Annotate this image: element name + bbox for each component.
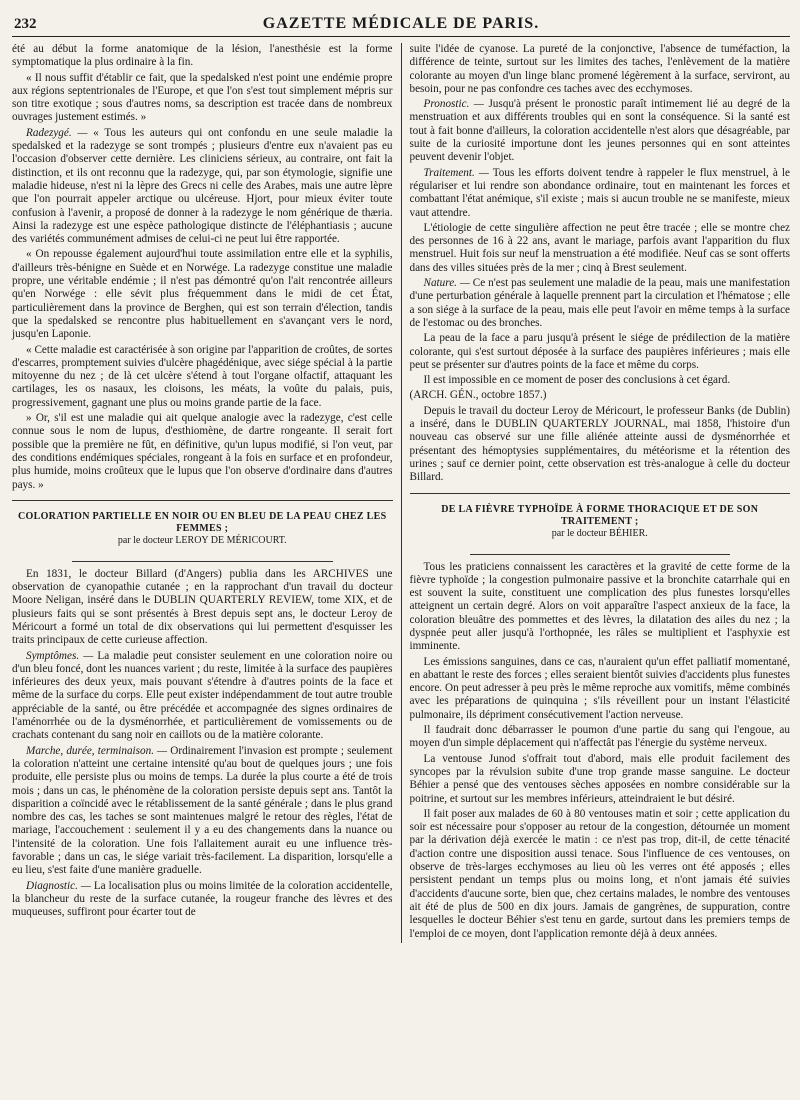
subheading-nature: Nature. — [423, 277, 470, 290]
paragraph-text: La maladie peut consister seulement en une coloration noire ou d'un bleu foncé, dont les nuances varient ; du reste, limitée à la surface des paupières inférieures des deux yeux, mais pouvant s'étendre à d'autres points de la face et même de la surface du corps. Elle peut exister indépendamment de tout autre trouble appréciable de la santé, ou être précédée et accompagnée des signes ordinaires de l'aménorrhée ou de la dysménorrhée, et particulièrement de vomissements ou de crachats contenant du sang noir en caillots ou de la matière colorante. [12, 649, 393, 742]
paragraph [12, 650, 393, 743]
paragraph: Tous les praticiens connaissent les caractères et la gravité de cette forme de la fièvre typhoïde ; la congestion pulmonaire passive et la bronchite catarrhale qui en est souvent la suite, constituent une complication des plus funestes lorsqu'elles atteignent un certain degré. Alors on voit apparaître l'aspect anxieux de la face, la coloration bleuâtre des pommettes et des lèvres, la dilatation des ailes du nez ; la dyspnée peut aller jusqu'à l'orthopnée, les râles se multiplient et l'asphyxie est imminente. [409, 560, 790, 653]
article-byline: par le docteur LEROY DE MÉRICOURT. [117, 534, 287, 546]
paragraph-text: Ce n'est pas seulement une maladie de la peau, mais une manifestation d'une perturbation générale à laquelle prennent part la circulation et l'hématose ; elle a son siége à la surface de la peau, mais elle peut l'avoir en même temps à la surface de l'estomac ou des bronches. [409, 277, 791, 329]
paragraph: suite l'idée de cyanose. La pureté de la conjonctive, l'absence de tuméfaction, la différence de teinte, surtout sur les limites des taches, l'enlèvement de la matière colorante au moyen d'un linge blanc promené légèrement à la surface, serviront, au besoin, pour ne pas confondre ces taches avec des ecchymoses. [409, 43, 790, 95]
paragraph: La ventouse Junod s'offrait tout d'abord, mais elle produit facilement des syncopes par la révulsion subite d'une trop grande masse sanguine. Le docteur Béhier a pensé que des ventouses sèches apposées en nombre considérable sur la poitrine, et surtout sur les membres inférieurs, atteindraient le but désiré. [409, 752, 790, 805]
paragraph-text: Jusqu'à présent le pronostic paraît intimement lié au degré de la menstruation et aux différents troubles qui en sont la conséquence. Si la santé est tout à fait bonne d'ailleurs, la coloration accidentelle n'est alors que désagréable, par suite de la curiosité importune dont les jeunes personnes qui en sont atteintes peuvent devenir l'objet. [409, 98, 790, 164]
paragraph [12, 745, 393, 878]
paragraph: « On repousse également aujourd'hui toute assimilation entre elle et la syphilis, d'ailleurs très-bénigne en Suède et en Norwége. La radezyge constitue une maladie propre, une véritable endémie ; il n'est pas démontré qu'on l'ait rencontrée ailleurs qu'en Norwége : elle sévit plus fréquemment dans le midi de cet État, particulièrement dans la province de Berghen, qui est son terrain d'élection, tandis que la spedalsked se rencontre plus habituellement en s'avançant vers le nord, jusqu'en Laponie. [12, 248, 393, 341]
paragraph [410, 98, 791, 164]
subheading-diagnostic: Diagnostic. — [26, 879, 91, 892]
section-divider [12, 500, 393, 501]
page-header [12, 14, 790, 37]
section-divider [410, 493, 791, 494]
paragraph: L'étiologie de cette singulière affection ne peut être tracée ; elle se montre chez des personnes de 16 à 22 ans, avant le mariage, parfois avant l'apparition du flux menstruel. Huit fois sur neuf la menstruation a été modifiée. Neuf cas se sont offerts dans des villes situées près de la mer ; cinq à Brest seulement. [409, 221, 790, 274]
paragraph-text: La localisation plus ou moins limitée de la coloration accidentelle, la blancheur du reste de la surface cutanée, la rougeur franche des lèvres et des muqueuses, suffiront pour écarter tout de [12, 879, 393, 919]
subheading-symptomes: Symptômes. — [26, 649, 94, 662]
paragraph: été au début la forme anatomique de la lésion, l'anesthésie est la forme symptomatique la plus ordinaire à la fin. [12, 43, 393, 69]
paragraph: Les émissions sanguines, dans ce cas, n'auraient qu'un effet palliatif momentané, en abattant le reste des forces ; elles seraient bientôt suivies d'accidents plus funestes encore. On peut adresser à peu près le même reproche aux vomitifs, même combinés avec les préparations de quinquina ; s'ils réveillent pour un instant l'élasticité pulmonaire, ils dépriment consécutivement l'action nerveuse. [409, 655, 790, 721]
paragraph: La peau de la face a paru jusqu'à présent le siége de prédilection de la matière colorante, qui s'est surtout déposée à la surface des paupières inférieures ; mais elle peut se présenter sur d'autres points de la face et même du corps. [409, 332, 790, 371]
article-byline: par le docteur BÉHIER. [551, 527, 648, 539]
heading-rule [72, 561, 333, 562]
article-columns [12, 43, 790, 943]
left-column [12, 43, 402, 943]
paragraph [410, 167, 791, 220]
subheading-traitement: Traitement. — [423, 166, 489, 179]
paragraph-text: Ordinairement l'invasion est prompte ; seulement la coloration n'atteint une certaine intensité qu'au bout de quelques jours ; une fois produite, elle persiste plus ou moins de temps. La durée la plus courte a été de trois mois ; dans un cas, le phénomène de la coloration persiste depuis sept ans. Tantôt la disparition a coïncidé avec le rétablissement de la santé générale ; dans le plus grand nombre des cas, les taches se sont maintenues malgré le retour des règles, l'état de mariage, l'accouchement : seulement il y a eu des changements dans la nuance ou l'intensité de la coloration. Une fois l'allaitement aurait eu une influence très-favorable ; dans un cas, le siége variait très-facilement. La disparition, lorsqu'elle a eu lieu, s'est faite d'une manière graduelle. [12, 744, 393, 877]
paragraph [12, 127, 393, 247]
paragraph-text: Tous les efforts doivent tendre à rappeler le flux menstruel, à le régulariser et lui rendre son abondance ordinaire, tout en maintenant les forces et combattant l'état anémique, s'il existe ; mais si aucun trouble ne se manifeste, mieux vaut attendre. [409, 166, 790, 219]
paragraph: « Il nous suffit d'établir ce fait, que la spedalsked n'est point une endémie propre aux régions septentrionales de l'Europe, et que l'on s'est tout simplement mépris sur son titre exotique ; sous d'autres noms, sa description est tracée dans de nombreux ouvrages justement estimés. » [12, 71, 393, 124]
article-title: DE LA FIÈVRE TYPHOÏDE À FORME THORACIQUE ET DE SON TRAITEMENT ; [441, 503, 759, 527]
journal-title: GAZETTE MÉDICALE DE PARIS. [262, 15, 540, 32]
paragraph [12, 880, 393, 920]
paragraph: « Cette maladie est caractérisée à son origine par l'apparition de croûtes, de sortes d'escarres, promptement suivies d'ulcère phagédénique, avec siége spécial à la partie mitoyenne du nez ; de là cet ulcère s'étend à tout l'organe olfactif, attaquant les cartilages, les os nasaux, les cloisons, les méats, la voûte du palais, puis, progressivement, gagnant une plus ou moins grande partie de la face. [12, 343, 393, 409]
paragraph-text: « Tous les auteurs qui ont confondu en une seule maladie la spedalsked et la radezyge se sont trompés ; plusieurs d'entre eux n'avaient pas eu l'occasion d'observer cette dernière. Les cliniciens sérieux, au contraire, ont fait la distinction, et ils ont reconnu que la radezyge, qui, par son étymologie, signifie une maladie hideuse, n'est ni la lèpre des Grecs ni celle des Arabes, mais une autre lèpre que l'on pourrait appeler arctique ou ulcéreuse. Hjort, pour mieux éviter toute confusion à l'avenir, a proposé de donner à la radezyge le nom générique de thæria. Ainsi la radezyge est une espèce pathologique distincte de l'éléphantiasis ; aucune des variétés communément admises de celui-ci ne peut lui être rapportée. [12, 126, 393, 246]
article-heading-coloration [12, 511, 393, 547]
article-title: COLORATION PARTIELLE EN NOIR OU EN BLEU DE LA PEAU CHEZ LES FEMMES ; [18, 510, 387, 534]
page-number: 232 [14, 16, 37, 32]
heading-rule [470, 554, 731, 555]
right-column [402, 43, 791, 943]
paragraph: Il est impossible en ce moment de poser des conclusions à cet égard. [423, 374, 731, 387]
paragraph: » Or, s'il est une maladie qui ait quelque analogie avec la radezyge, c'est celle connue sous le nom de lupus, d'esthiomène, de dartre rongeante. Il serait fort possible que la première ne fût, en définitive, qu'un lupus modifié, si l'on veut, par des conditions endémiques spéciales, rongeant à la fois en surface et en profondeur, plus humide, moins croûteux que le lupus que l'on observe d'ordinaire dans d'autres pays. » [12, 412, 393, 491]
subheading-radezyge: Radezygé. — [26, 126, 88, 139]
subheading-pronostic: Pronostic. — [423, 98, 484, 111]
paragraph: Il fait poser aux malades de 60 à 80 ventouses matin et soir ; cette application du soir est nécessaire pour s'opposer au retour de la congestion, détournée un moment par la dérivation déjà exercée le matin : ce n'est pas trop, dit-il, de cette ténacité d'action contre une disposition aussi tenace. Sous l'influence de ces ventouses, on observe de très-larges ecchymoses au lieu où les verres ont été apposés ; elles persistent pendant un temps plus ou moins long, et n'ont jamais été suivies d'accidents d'aucune sorte, bien que, chez certains malades, le nombre des ventouses ait été de plus de 500 en dix jours. Jamais de gangrènes, de suppuration, contre lesquelles le docteur Béhier s'est tenu en garde, surtout dans les premiers temps de l'emploi de ce moyen, dont l'application remonte déjà à deux années. [409, 807, 790, 940]
paragraph: Il faudrait donc débarrasser le poumon d'une partie du sang qui l'engoue, au moyen d'un simple déplacement qui n'affectât pas l'énergie du système nerveux. [409, 724, 790, 750]
paragraph: Depuis le travail du docteur Leroy de Méricourt, le professeur Banks (de Dublin) a inséré, dans le DUBLIN QUARTERLY JOURNAL, mai 1858, l'histoire d'un nouveau cas observé sur une fille aliénée atteinte aussi de dysménorrhée et présentant des hémoptysies supplémentaires, du météorisme et la rétention des urines ; sauf ce dernier point, cette observation est très-analogue à celle du docteur Billard. [409, 404, 790, 484]
source-citation: (ARCH. GÉN., octobre 1857.) [409, 389, 547, 402]
article-heading-fievre [410, 504, 791, 540]
paragraph: En 1831, le docteur Billard (d'Angers) publia dans les ARCHIVES une observation de cyanopathie cutanée ; en la rapprochant d'un travail du docteur Moore Neligan, inséré dans le DUBLIN QUARTERLY REVIEW, tome XIX, et de plusieurs faits qui se sont présentés à Brest depuis sept ans, le docteur Leroy de Méricourt a formé un total de dix observations qui lui permettent d'esquisser les traits principaux de cette curieuse affection. [12, 567, 393, 647]
paragraph [410, 277, 791, 330]
subheading-marche: Marche, durée, terminaison. — [26, 744, 168, 757]
